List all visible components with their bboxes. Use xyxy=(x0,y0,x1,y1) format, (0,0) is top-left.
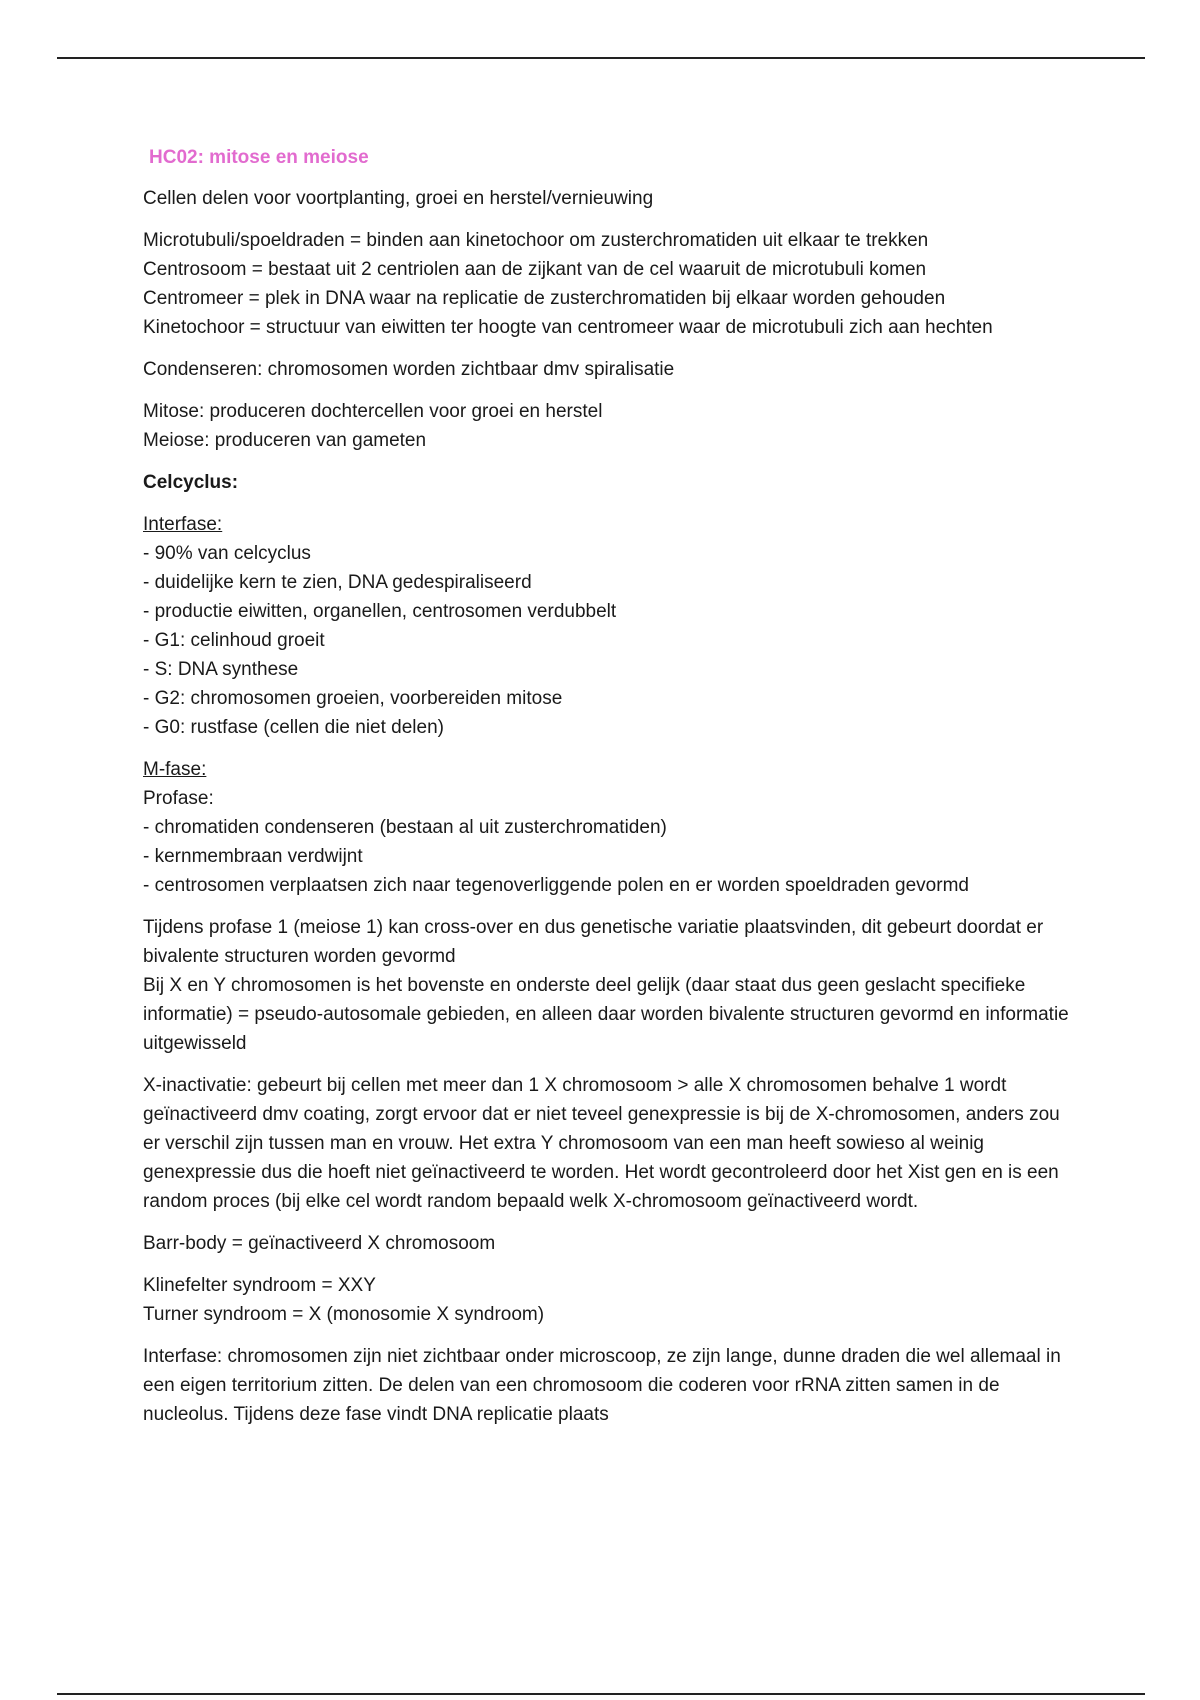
list-item: - S: DNA synthese xyxy=(143,659,299,680)
list-item: - chromatiden condenseren (bestaan al uit zusterchromatiden) xyxy=(143,817,667,838)
list-item: - duidelijke kern te zien, DNA gedespiraliseerd xyxy=(143,572,532,593)
list-item: - kernmembraan verdwijnt xyxy=(143,846,363,867)
klinefelter-line: Klinefelter syndroom = XXY xyxy=(143,1275,376,1296)
syndromes-block xyxy=(143,1271,1073,1329)
list-item: - centrosomen verplaatsen zich naar tegenoverliggende polen en er worden spoeldraden gevormd xyxy=(143,875,969,896)
footer-rule xyxy=(57,1693,1145,1695)
document-body xyxy=(143,143,1073,1442)
definitions-block xyxy=(143,226,1073,342)
crossover-line: Tijdens profase 1 (meiose 1) kan cross-over en dus genetische variatie plaatsvinden, dit gebeurt doordat er bivalente structuren worden gevormd xyxy=(143,917,1044,967)
celcyclus-heading: Celcyclus: xyxy=(143,472,239,493)
definition-line: Microtubuli/spoeldraden = binden aan kinetochoor om zusterchromatiden uit elkaar te trekken xyxy=(143,230,929,251)
list-item: - G1: celinhoud groeit xyxy=(143,630,325,651)
list-item: - 90% van celcyclus xyxy=(143,543,311,564)
definition-line: Centrosoom = bestaat uit 2 centriolen aan de zijkant van de cel waaruit de microtubuli komen xyxy=(143,259,927,280)
turner-line: Turner syndroom = X (monosomie X syndroom) xyxy=(143,1304,545,1325)
barr-body-paragraph: Barr-body = geïnactiveerd X chromosoom xyxy=(143,1233,496,1254)
document-title: HC02: mitose en meiose xyxy=(149,147,369,168)
profase-subheading: Profase: xyxy=(143,788,214,809)
header-rule xyxy=(57,57,1145,59)
definition-line: Kinetochoor = structuur van eiwitten ter hoogte van centromeer waar de microtubuli zich aan hechten xyxy=(143,317,993,338)
pseudo-autosomal-line: Bij X en Y chromosomen is het bovenste en onderste deel gelijk (daar staat dus geen geslacht specifieke informatie) = pseudo-autosomale gebieden, en alleen daar worden bivalente structuren gevormd en informatie uitgewisseld xyxy=(143,975,1069,1054)
definition-line: Centromeer = plek in DNA waar na replicatie de zusterchromatiden bij elkaar worden gehouden xyxy=(143,288,946,309)
list-item: - productie eiwitten, organellen, centrosomen verdubbelt xyxy=(143,601,617,622)
condenseren-paragraph: Condenseren: chromosomen worden zichtbaar dmv spiralisatie xyxy=(143,359,675,380)
intro-paragraph: Cellen delen voor voortplanting, groei en herstel/vernieuwing xyxy=(143,188,654,209)
list-item: - G2: chromosomen groeien, voorbereiden mitose xyxy=(143,688,563,709)
crossover-block xyxy=(143,913,1073,1058)
mitose-line: Mitose: produceren dochtercellen voor groei en herstel xyxy=(143,401,603,422)
mfase-block xyxy=(143,755,1073,900)
mitose-meiose-block xyxy=(143,397,1073,455)
interfase-paragraph: Interfase: chromosomen zijn niet zichtbaar onder microscoop, ze zijn lange, dunne draden die wel allemaal in een eigen territorium zitten. De delen van een chromosoom die coderen voor rRNA zitten samen in de nucleolus. Tijdens deze fase vindt DNA replicatie plaats xyxy=(143,1346,1061,1425)
x-inactivatie-paragraph: X-inactivatie: gebeurt bij cellen met meer dan 1 X chromosoom > alle X chromosomen behalve 1 wordt geïnactiveerd dmv coating, zorgt ervoor dat er niet teveel genexpressie is bij de X-chromosomen, anders zou er verschil zijn tussen man en vrouw. Het extra Y chromosoom van een man heeft sowieso al weinig genexpressie dus die hoeft niet geïnactiveerd te worden. Het wordt gecontroleerd door het Xist gen en is een random proces (bij elke cel wordt random bepaald welk X-chromosoom geïnactiveerd wordt. xyxy=(143,1075,1060,1212)
interfase-block xyxy=(143,510,1073,742)
meiose-line: Meiose: produceren van gameten xyxy=(143,430,427,451)
interfase-heading: Interfase: xyxy=(143,514,223,535)
mfase-heading: M-fase: xyxy=(143,759,207,780)
list-item: - G0: rustfase (cellen die niet delen) xyxy=(143,717,444,738)
